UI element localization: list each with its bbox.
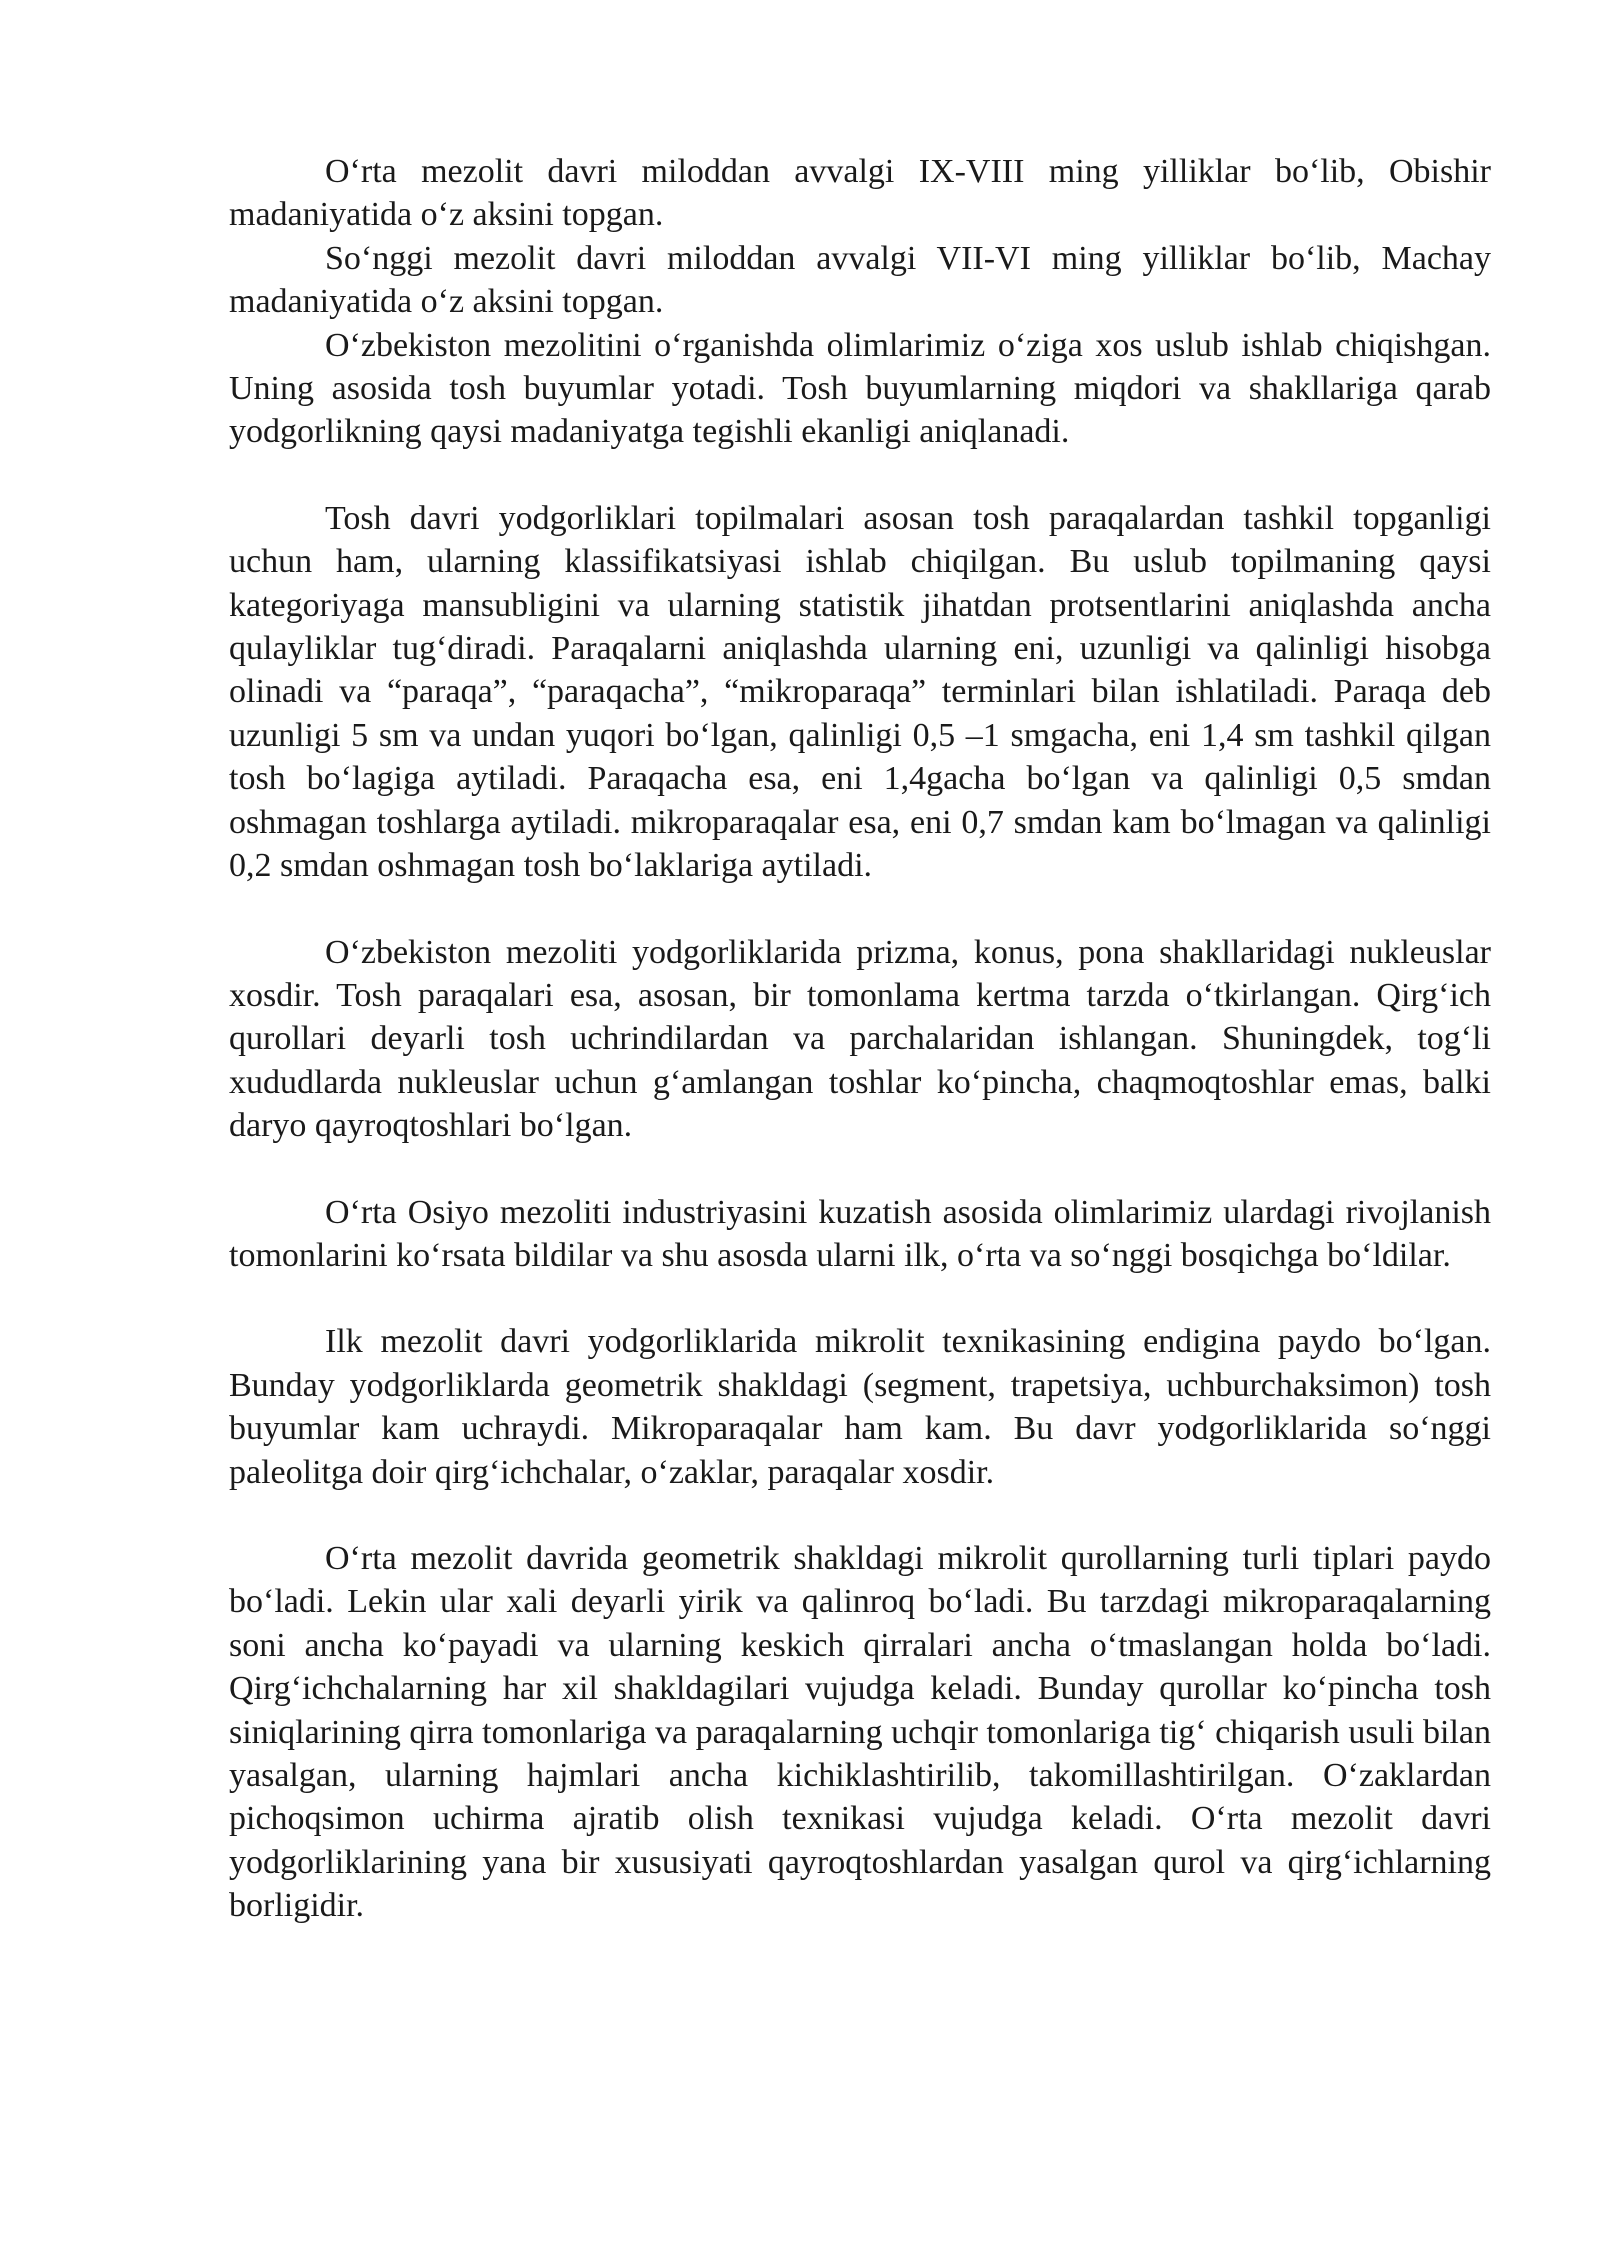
paragraph-classification: Tosh davri yodgorliklari topilmalari asosan tosh paraqalardan tashkil topganligi uchun ham, ularning klassifikatsiyasi ishlab chiqilgan. Bu uslub topilmaning qaysi kategoriyaga mansubligini va ularning statistik jihatdan protsentlarini aniqlashda ancha qulayliklar tug‘diradi. Paraqalarni aniqlashda ularning eni, uzunligi va qalinligi hisobga olinadi va “paraqa”, “paraqacha”, “mikroparaqa” terminlari bilan ishlatiladi. Paraqa deb uzunligi 5 sm va undan yuqori bo‘lgan, qalinligi 0,5 –1 smgacha, eni 1,4 sm tashkil qilgan tosh bo‘lagiga aytiladi. Paraqacha esa, eni 1,4gacha bo‘lgan va qalinligi 0,5 smdan oshmagan toshlarga aytiladi. mikroparaqalar esa, eni 0,7 smdan kam bo‘lmagan va qalinligi 0,2 smdan oshmagan tosh bo‘laklariga aytiladi.: [229, 499, 1491, 885]
paragraph-middle-mesolithic-tools: O‘rta mezolit davrida geometrik shakldagi mikrolit qurollarning turli tiplari paydo bo‘ladi. Lekin ular xali deyarli yirik va qalinroq bo‘ladi. Bu tarzdagi mikroparaqalarning soni ancha ko‘payadi va ularning keskich qirralari ancha o‘tmaslangan holda bo‘ladi. Qirg‘ichchalarning har xil shakldagilari vujudga keladi. Bunday qurollar ko‘pincha tosh siniqlarining qirra tomonlariga va paraqalarning uchqir tomonlariga tig‘ chiqarish usuli bilan yasalgan, ularning hajmlari ancha kichiklashtirilib, takomillashtirilgan. O‘zaklardan pichoqsimon uchirma ajratib olish texnikasi vujudga keladi. O‘rta mezolit davri yodgorliklarining yana bir xususiyati qayroqtoshlardan yasalgan qurol va qirg‘ichlarning borligidir.: [229, 1539, 1491, 1925]
paragraph-late-mesolithic-dating: So‘nggi mezolit davri miloddan avvalgi VII-VI ming yilliklar bo‘lib, Machay madaniyatida o‘z aksini topgan.: [229, 239, 1491, 321]
paragraph-early-mesolithic: Ilk mezolit davri yodgorliklarida mikrolit texnikasining endigina paydo bo‘lgan. Bunday yodgorliklarda geometrik shakldagi (segment, trapetsiya, uchburchaksimon) tosh buyumlar kam uchraydi. Mikroparaqalar ham kam. Bu davr yodgorliklarida so‘nggi paleolitga doir qirg‘ichchalar, o‘zaklar, paraqalar xosdir.: [229, 1323, 1491, 1491]
document-page: [229, 150, 1491, 1928]
paragraph-nuclei: O‘zbekiston mezoliti yodgorliklarida prizma, konus, pona shakllaridagi nukleuslar xosdir. Tosh paraqalari esa, asosan, bir tomonlama kertma tarzda o‘tkirlangan. Qirg‘ich qurollari deyarli tosh uchrindilardan va parchalaridan ishlangan. Shuningdek, tog‘li xududlarda nukleuslar uchun g‘amlangan toshlar ko‘pincha, chaqmoqtoshlar emas, balki daryo qayroqtoshlari bo‘lgan.: [229, 933, 1491, 1145]
paragraph-middle-mesolithic-dating: O‘rta mezolit davri miloddan avvalgi IX-VIII ming yilliklar bo‘lib, Obishir madaniyatida o‘z aksini topgan.: [229, 153, 1491, 234]
paragraph-study-method: O‘zbekiston mezolitini o‘rganishda olimlarimiz o‘ziga xos uslub ishlab chiqishgan. Uning asosida tosh buyumlar yotadi. Tosh buyumlarning miqdori va shakllariga qarab yodgorlikning qaysi madaniyatga tegishli ekanligi aniqlanadi.: [229, 326, 1491, 451]
paragraph-industry-stages: O‘rta Osiyo mezoliti industriyasini kuzatish asosida olimlarimiz ulardagi rivojlanish tomonlarini ko‘rsata bildilar va shu asosda ularni ilk, o‘rta va so‘nggi bosqichga bo‘ldilar.: [229, 1193, 1491, 1274]
